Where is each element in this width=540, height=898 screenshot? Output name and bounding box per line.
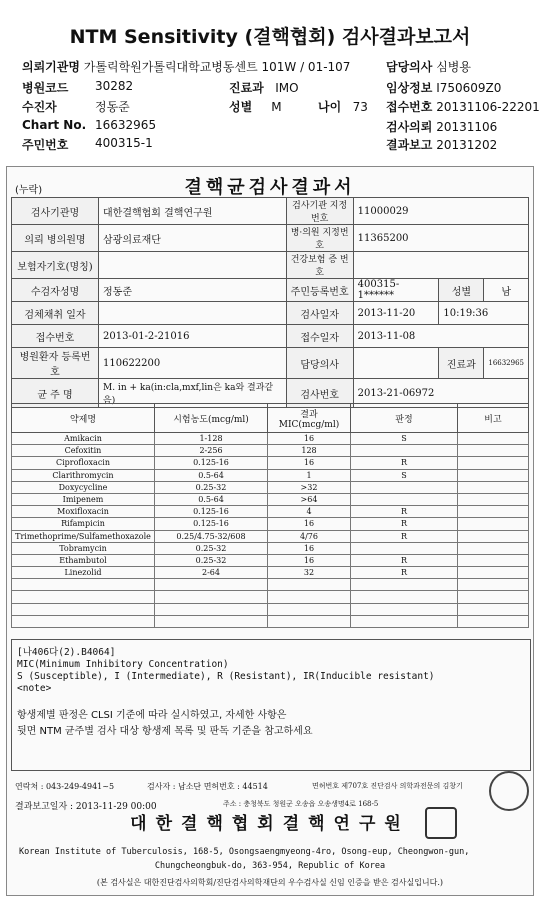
- table-cell: Moxifloxacin: [12, 506, 155, 518]
- header-row-chart: [22, 118, 86, 132]
- label: 주민번호: [22, 138, 69, 152]
- table-cell: 16: [268, 433, 351, 445]
- value: 가톨릭학원가톨릭대학교병동센트 101W / 01-107: [83, 60, 351, 74]
- table-cell: [458, 567, 529, 579]
- table-cell: S: [351, 469, 458, 481]
- table-cell: [351, 445, 458, 457]
- table-cell: 0.5-64: [155, 493, 268, 505]
- info-value: [353, 348, 439, 379]
- info-label: 검사번호: [286, 379, 353, 408]
- info-label: 검체채취 일자: [12, 302, 99, 325]
- table-cell: 1-128: [155, 433, 268, 445]
- info-value: 2013-21-06972: [353, 379, 528, 408]
- col-header: 비고: [458, 404, 529, 433]
- label: 나이: [318, 100, 342, 114]
- label: 결과보고: [386, 138, 433, 152]
- table-cell: Trimethoprime/Sulfamethoxazole: [12, 530, 155, 542]
- table-cell: [268, 579, 351, 591]
- table-cell: 16: [268, 554, 351, 566]
- info-table: [11, 197, 529, 408]
- info-value: 110622200: [99, 348, 287, 379]
- info-value: 정동준: [99, 279, 287, 302]
- note-line: 뒷면 NTM 균주별 검사 대상 항생제 목록 및 판독 기준을 참고하세요: [17, 726, 313, 737]
- table-row-blank: [12, 603, 529, 615]
- table-cell: [351, 591, 458, 603]
- table-cell: [458, 603, 529, 615]
- info-label: 성별: [439, 279, 484, 302]
- scanned-report: [6, 166, 534, 896]
- table-cell: [458, 493, 529, 505]
- table-cell: 128: [268, 445, 351, 457]
- table-cell: Linezolid: [12, 567, 155, 579]
- header-value-chart: 16632965: [95, 118, 157, 132]
- label: 진료과: [229, 81, 264, 95]
- info-label: 담당의사: [286, 348, 353, 379]
- info-value: 2013-11-20: [353, 302, 439, 325]
- table-cell: 16: [268, 457, 351, 469]
- header-row-receipt: [386, 98, 540, 115]
- table-cell: >64: [268, 493, 351, 505]
- label: 의뢰기관명: [22, 60, 80, 74]
- info-label: 검사기관명: [12, 198, 99, 225]
- footer-en-address-2: Chungcheongbuk-do, 363-954, Republic of Korea: [154, 861, 386, 871]
- note-line: 항생제별 판정은 CLSI 기준에 따라 실시하였고, 자세한 사항은: [17, 710, 287, 721]
- report-tag: (누락): [15, 185, 43, 196]
- info-label: 의뢰 병의원명: [12, 225, 99, 252]
- table-row: [12, 530, 529, 542]
- info-value: 2013-01-2-21016: [99, 325, 287, 348]
- table-cell: 4: [268, 506, 351, 518]
- table-cell: [458, 481, 529, 493]
- col-header: 시험농도(mcg/ml): [155, 404, 268, 433]
- info-value: 2013-11-08: [353, 325, 528, 348]
- info-label: 접수일자: [286, 325, 353, 348]
- table-cell: [458, 518, 529, 530]
- table-row: [12, 433, 529, 445]
- header-row-code: [22, 79, 68, 96]
- label: 검사의뢰: [386, 120, 433, 134]
- table-cell: 1: [268, 469, 351, 481]
- header-row-patient: [22, 98, 57, 115]
- info-label: 병원환자 등록번호: [12, 348, 99, 379]
- footer-phone: 연락처 : 043-249-4941~5: [15, 782, 115, 791]
- table-row: [12, 567, 529, 579]
- value: I750609Z0: [436, 81, 502, 95]
- header-value-rrn: 400315-1: [95, 136, 153, 150]
- info-label: 주민등록번호: [286, 279, 353, 302]
- table-cell: [351, 603, 458, 615]
- table-cell: 2-64: [155, 567, 268, 579]
- col-header: 결과 MIC(mcg/ml): [268, 404, 351, 433]
- table-cell: Tobramycin: [12, 542, 155, 554]
- drug-table: [11, 403, 529, 628]
- info-value: 400315-1******: [353, 279, 439, 302]
- table-row: [12, 445, 529, 457]
- header-dept: [229, 79, 299, 96]
- footer-examiner: 검사자 : 남소단 면허번호 : 44514: [147, 782, 268, 791]
- table-cell: [351, 493, 458, 505]
- table-cell: [458, 433, 529, 445]
- table-cell: 0.25/4.75-32/608: [155, 530, 268, 542]
- note-line: S (Susceptible), I (Intermediate), R (Resistant), IR(Inducible resistant): [17, 671, 435, 682]
- info-value: 삼광의료재단: [99, 225, 287, 252]
- table-cell: R: [351, 567, 458, 579]
- label: 접수번호: [386, 100, 433, 114]
- value: IMO: [275, 81, 299, 95]
- table-cell: R: [351, 457, 458, 469]
- header-row-doctor: [386, 58, 471, 75]
- value: 20131106: [436, 120, 498, 134]
- table-cell: [458, 506, 529, 518]
- info-value: [353, 252, 528, 279]
- footer-report-date: 결과보고일자 : 2013-11-29 00:00: [15, 802, 157, 812]
- footer-certification: (본 검사실은 대한진단검사의학회/진단검사의학재단의 우수검사실 신임 인증을 받은 검사실입니다.): [96, 878, 444, 887]
- info-value: M. in + ka(in:cla,mxf,lin은 ka와 결과같음): [99, 379, 287, 408]
- table-cell: R: [351, 506, 458, 518]
- report-heading: 결핵균검사결과서: [184, 177, 356, 198]
- info-label: 병·의원 지정번호: [286, 225, 353, 252]
- table-cell: R: [351, 530, 458, 542]
- info-value: 11365200: [353, 225, 528, 252]
- table-cell: [351, 579, 458, 591]
- table-cell: [155, 579, 268, 591]
- doctor-seal: [489, 771, 529, 811]
- header-row-result: [386, 136, 497, 153]
- table-row-blank: [12, 579, 529, 591]
- label: 성별: [229, 100, 253, 114]
- table-cell: [351, 542, 458, 554]
- table-row: [12, 518, 529, 530]
- info-label: 건강보험 증 번호: [286, 252, 353, 279]
- info-label: 균 주 명: [12, 379, 99, 408]
- note-line: [나406다(2).B4064]: [17, 647, 116, 658]
- institute-seal: [425, 807, 457, 839]
- info-label: 보험자기호(명칭): [12, 252, 99, 279]
- table-cell: [458, 579, 529, 591]
- note-line: MIC(Minimum Inhibitory Concentration): [17, 659, 229, 670]
- header-row-rrn: [22, 136, 68, 153]
- table-row: [12, 493, 529, 505]
- info-value: 남: [484, 279, 529, 302]
- table-cell: Clarithromycin: [12, 469, 155, 481]
- info-label: 진료과: [439, 348, 484, 379]
- col-header: 판정: [351, 404, 458, 433]
- table-row: [12, 506, 529, 518]
- col-header: 약제명: [12, 404, 155, 433]
- table-cell: [155, 591, 268, 603]
- table-cell: 0.25-32: [155, 554, 268, 566]
- table-row-blank: [12, 591, 529, 603]
- table-cell: 2-256: [155, 445, 268, 457]
- info-value: [99, 252, 287, 279]
- table-cell: [268, 615, 351, 627]
- table-cell: [351, 481, 458, 493]
- table-cell: 0.25-32: [155, 481, 268, 493]
- header-age: [318, 98, 368, 115]
- info-value: 대한결핵협회 결핵연구원: [99, 198, 287, 225]
- table-row: [12, 469, 529, 481]
- value: 심병용: [436, 60, 471, 74]
- info-value: [99, 302, 287, 325]
- label: 수진자: [22, 100, 57, 114]
- table-cell: R: [351, 518, 458, 530]
- table-cell: [12, 591, 155, 603]
- table-cell: Cefoxitin: [12, 445, 155, 457]
- info-label: 검사일자: [286, 302, 353, 325]
- label: 담당의사: [386, 60, 433, 74]
- table-cell: [351, 615, 458, 627]
- table-cell: 0.5-64: [155, 469, 268, 481]
- table-cell: [458, 542, 529, 554]
- table-cell: [458, 469, 529, 481]
- header-value-code: 30282: [95, 79, 134, 93]
- label: 병원코드: [22, 81, 69, 95]
- label: Chart No.: [22, 118, 87, 132]
- table-cell: 0.125-16: [155, 518, 268, 530]
- info-label: 접수번호: [12, 325, 99, 348]
- table-cell: Imipenem: [12, 493, 155, 505]
- report-title: NTM Sensitivity (결핵협회) 검사결과보고서: [69, 26, 471, 48]
- table-cell: [155, 615, 268, 627]
- info-label: 검사기관 지정번호: [286, 198, 353, 225]
- table-row: [12, 481, 529, 493]
- info-label: 수검자성명: [12, 279, 99, 302]
- table-cell: Amikacin: [12, 433, 155, 445]
- header-sex: [229, 98, 282, 115]
- value: M: [271, 100, 282, 114]
- info-value: 10:19:36: [439, 302, 529, 325]
- table-cell: 4/76: [268, 530, 351, 542]
- table-row: [12, 542, 529, 554]
- table-row-blank: [12, 615, 529, 627]
- value: 20131106-22201: [436, 100, 540, 114]
- value: 73: [352, 100, 368, 114]
- notes-box: [11, 639, 531, 771]
- table-cell: [12, 579, 155, 591]
- table-cell: 0.25-32: [155, 542, 268, 554]
- table-cell: Doxycycline: [12, 481, 155, 493]
- footer-address: 주소 : 충청북도 청원군 오송읍 오송생명4로 168-5: [223, 800, 379, 808]
- value: 20131202: [436, 138, 498, 152]
- footer-license: 면허번호 제707호 진단검사 의학과전문의 김창기: [312, 782, 463, 790]
- table-cell: 0.125-16: [155, 506, 268, 518]
- info-value: 11000029: [353, 198, 528, 225]
- note-line: <note>: [17, 683, 52, 694]
- table-cell: [458, 530, 529, 542]
- header-row-request: [386, 118, 497, 135]
- header-row-hospital: [22, 58, 350, 75]
- table-cell: [12, 615, 155, 627]
- table-cell: Rifampicin: [12, 518, 155, 530]
- table-cell: >32: [268, 481, 351, 493]
- drug-table-body: [12, 433, 529, 628]
- institute-name: 대한결핵협회결핵연구원: [130, 814, 410, 834]
- table-cell: [155, 603, 268, 615]
- table-cell: Ciprofloxacin: [12, 457, 155, 469]
- table-cell: [268, 591, 351, 603]
- table-cell: [458, 591, 529, 603]
- table-cell: [458, 457, 529, 469]
- table-cell: 0.125-16: [155, 457, 268, 469]
- table-cell: [458, 554, 529, 566]
- table-cell: [458, 445, 529, 457]
- table-cell: R: [351, 554, 458, 566]
- table-cell: [268, 603, 351, 615]
- table-cell: [458, 615, 529, 627]
- header-row-clinical: [386, 79, 501, 96]
- table-cell: 32: [268, 567, 351, 579]
- table-row: [12, 457, 529, 469]
- table-cell: 16: [268, 518, 351, 530]
- table-cell: S: [351, 433, 458, 445]
- label: 임상정보: [386, 81, 433, 95]
- table-row: [12, 554, 529, 566]
- footer-en-address-1: Korean Institute of Tuberculosis, 168-5, Osongsaengmyeong-4ro, Osong-eup, Cheongwon-gun,: [19, 847, 470, 857]
- header-value-patient: 정동준: [95, 100, 130, 114]
- table-cell: Ethambutol: [12, 554, 155, 566]
- info-value: 16632965: [484, 348, 529, 379]
- table-cell: 16: [268, 542, 351, 554]
- table-cell: [12, 603, 155, 615]
